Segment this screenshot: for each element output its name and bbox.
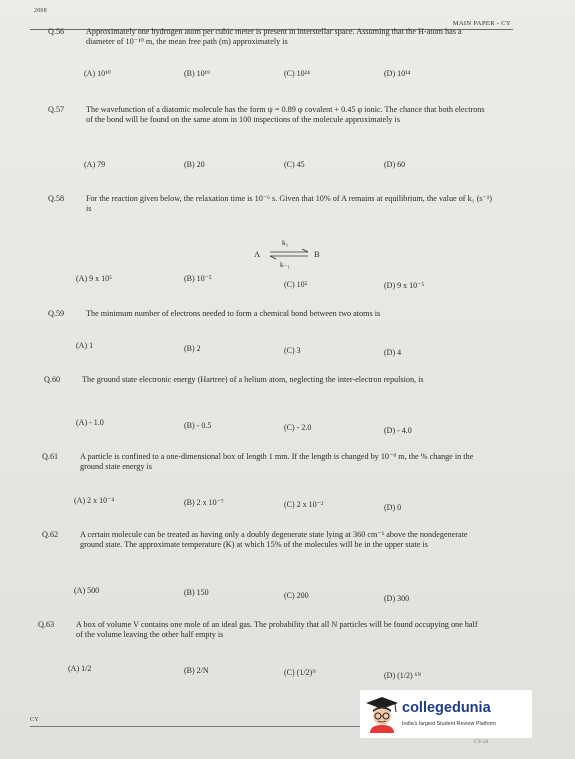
question-number: Q.58 xyxy=(48,194,65,203)
option-a: (A) 79 xyxy=(84,160,106,169)
paper-title: MAIN PAPER - CY xyxy=(452,20,511,27)
exam-year: 2008 xyxy=(34,8,47,14)
question-number: Q.61 xyxy=(42,452,59,461)
question-text: The minimum number of electrons needed to form a chemical bond between two atoms is xyxy=(86,309,381,318)
product-label: B xyxy=(314,249,320,259)
option-b: (B) 10⁻⁵ xyxy=(184,274,212,283)
reactant-label: A xyxy=(254,249,261,259)
option-c: (C) 45 xyxy=(284,160,305,169)
footer-paper-code: CY xyxy=(30,716,39,723)
option-d: (D) 0 xyxy=(384,503,402,512)
question-text: The ground state electronic energy (Hartree) of a helium atom, neglecting the inter-electron repulsion, is xyxy=(82,375,424,384)
option-b: (B) 20 xyxy=(184,160,205,169)
question-text: Approximately one hydrogen atom per cubic meter is present in interstellar space. Assuming that the H-atom has a diameter of 10⁻¹⁰ m, the mean free path (m) approximately is xyxy=(86,27,462,46)
question-text: A box of volume V contains one mole of an ideal gas. The probability that all N particles will be found occupying one half of the volume leaving the other half empty is xyxy=(76,620,478,639)
option-c: (C) 10⁵ xyxy=(284,280,308,289)
reaction-equilibrium xyxy=(254,238,324,270)
option-b: (B) 2/N xyxy=(184,666,209,675)
collegedunia-watermark xyxy=(360,690,532,738)
question-number: Q.57 xyxy=(48,105,65,114)
option-d: (D) 9 x 10⁻⁵ xyxy=(384,281,425,290)
brand-name: collegedunia xyxy=(402,700,491,716)
option-c: (C) - 2.0 xyxy=(284,423,312,432)
student-mascot-icon xyxy=(364,695,400,733)
question-number: Q.62 xyxy=(42,530,59,539)
option-b: (B) 10¹⁹ xyxy=(184,69,210,78)
option-a: (A) 1 xyxy=(76,341,94,350)
option-a: (A) 2 x 10⁻⁴ xyxy=(74,496,115,505)
option-b: (B) 2 xyxy=(184,344,201,353)
option-d: (D) 4 xyxy=(384,348,402,357)
equilibrium-arrows-icon xyxy=(268,248,310,260)
option-a: (A) 500 xyxy=(74,586,100,595)
option-c: (C) 2 x 10⁻² xyxy=(284,500,324,509)
option-b: (B) - 0.5 xyxy=(184,421,212,430)
option-c: (C) 10²⁴ xyxy=(284,69,310,78)
question-text: The wavefunction of a diatomic molecule has the form ψ = 0.89 φ covalent + 0.45 φ ionic. The chance that both electrons of the bond will be found on the same atom in 100 inspections of the molecule approximately is xyxy=(86,105,485,124)
question-text: A certain molecule can be treated as having only a doubly degenerate state lying at 360 cm⁻¹ above the nondegenerate ground state. The approximate temperature (K) at which 15% of the molecules will be in the upper state is xyxy=(80,530,468,549)
option-b: (B) 2 x 10⁻⁷ xyxy=(184,498,224,507)
option-a: (A) 10¹⁰ xyxy=(84,69,111,78)
question-number: Q.56 xyxy=(48,27,65,36)
option-c: (C) 200 xyxy=(284,591,309,600)
brand-tagline: India's largest Student Review Platform xyxy=(402,721,496,727)
option-d: (D) - 4.0 xyxy=(384,426,412,435)
option-c: (C) 3 xyxy=(284,346,301,355)
question-text: For the reaction given below, the relaxation time is 10⁻⁶ s. Given that 10% of A remains at equilibrium, the value of k₁ (s⁻¹) is xyxy=(86,194,492,213)
backward-rate-label: k₋₁ xyxy=(280,261,290,269)
option-d: (D) 300 xyxy=(384,594,410,603)
question-number: Q.59 xyxy=(48,309,65,318)
forward-rate-label: k₁ xyxy=(282,238,289,247)
option-a: (A) 9 x 10⁵ xyxy=(76,274,112,283)
question-number: Q.60 xyxy=(44,375,61,384)
option-d: (D) 60 xyxy=(384,160,406,169)
option-b: (B) 150 xyxy=(184,588,209,597)
page-number: CY-24 xyxy=(474,739,489,745)
option-d: (D) (1/2) ⁶ᴺ xyxy=(384,671,422,680)
option-c: (C) (1/2)ᴺ xyxy=(284,668,316,677)
option-a: (A) - 1.0 xyxy=(76,418,104,427)
option-a: (A) 1/2 xyxy=(68,664,92,673)
option-d: (D) 10¹⁴ xyxy=(384,69,411,78)
question-number: Q.63 xyxy=(38,620,55,629)
question-text: A particle is confined to a one-dimensional box of length 1 mm. If the length is changed by 10⁻⁹ m, the % change in the ground state energy is xyxy=(80,452,474,471)
